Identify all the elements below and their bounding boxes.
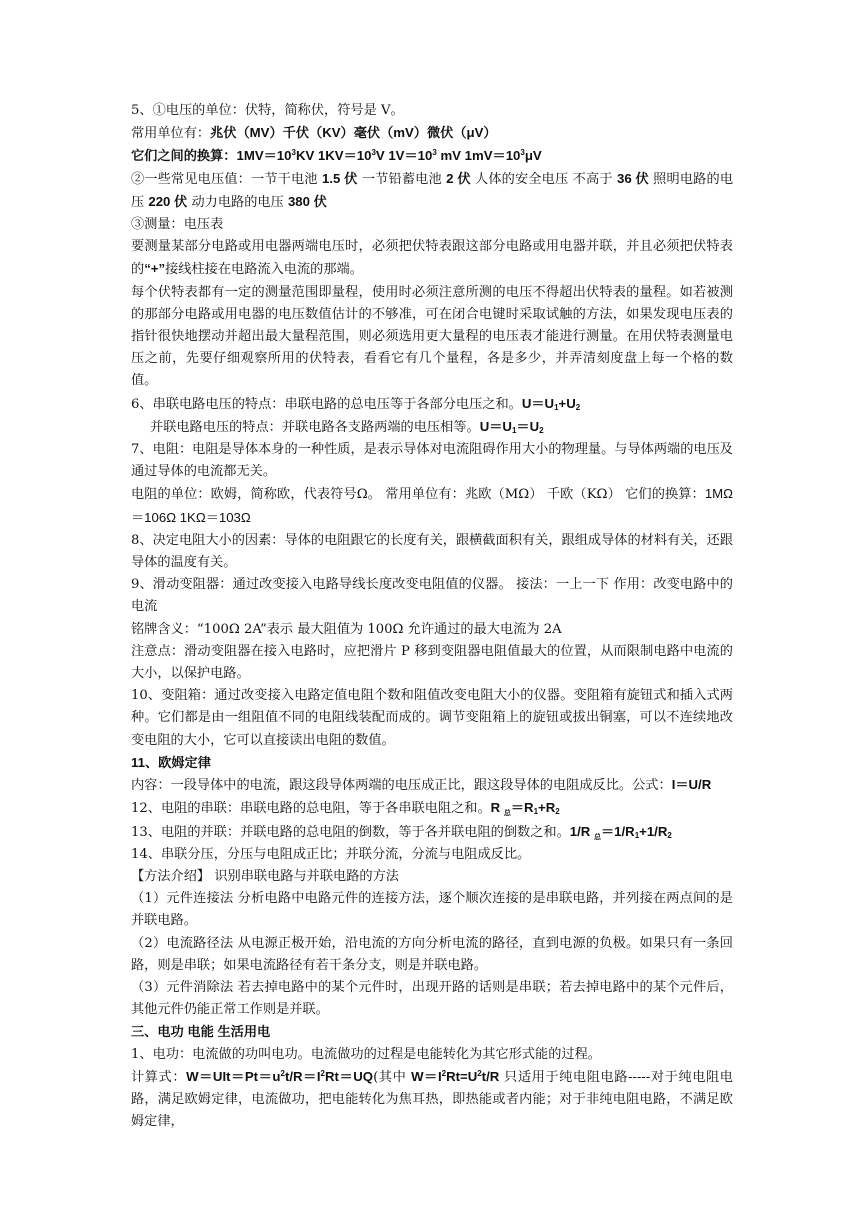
paragraph-method-1	[131, 888, 733, 932]
text: (其中	[373, 1069, 412, 1085]
paragraph-method-2	[131, 933, 733, 977]
text: 注意点：滑动变阻器在接入电路时，应把滑片 P 移到变阻器电阻值最大的位置，从而限制电路中电流的大小，以保护电路。	[131, 643, 733, 682]
bold-text: 380 伏	[287, 193, 327, 209]
bold-text: 2 伏	[446, 170, 471, 186]
formula: W＝UIt＝Pt＝u	[186, 1068, 281, 1084]
paragraph-series-resistance	[131, 797, 733, 820]
text: 每个伏特表都有一定的测量范围即量程，使用时必须注意所测的电压不得超出伏特表的量程。如若被测的那部分电路或用电器的电压数值估计的不够准，可在闭合电键时采取试触的方法，如果发现电压表的指针很快地摆动并超出最大量程范围，则必须选用更大量程的电压表才能进行测量。在用伏特表测量电压之前，先要仔细观察所用的伏特表，看看它有几个量程，各是多少，并弄清刻度盘上每一个格的数值。	[131, 284, 733, 389]
text: mV 1mV＝10	[436, 148, 521, 164]
superscript: 3	[520, 148, 525, 158]
text: 计算式：	[131, 1069, 187, 1085]
paragraph-resistance-def	[131, 439, 733, 483]
superscript: 2	[441, 1068, 447, 1078]
superscript: 3	[291, 148, 296, 158]
text: 5、①电压的单位：伏特，简称伏，符号是 V。	[131, 103, 404, 118]
text: （1）元件连接法 分析电路中电路元件的连接方法，逐个顺次连接的是串联电路，并列接在两点间的是并联电路。	[131, 891, 733, 929]
text: 它们之间的换算：	[131, 148, 237, 164]
formula: W＝I	[411, 1068, 442, 1084]
superscript: 3	[432, 148, 437, 158]
text: 铭牌含义：“100Ω 2A”表示 最大阻值为 100Ω 允许通过的最大电流为 2A	[131, 621, 562, 637]
formula: Rt=U	[446, 1068, 478, 1084]
superscript: 2	[280, 1068, 285, 1078]
formula: Rt＝UQ	[325, 1068, 374, 1084]
formula: R	[490, 800, 504, 816]
subscript: 2	[539, 425, 544, 435]
subscript: 1	[533, 807, 539, 817]
heading-electric-work	[131, 1021, 733, 1043]
paragraph-electric-work	[131, 1044, 733, 1066]
text: 三、电功 电能 生活用电	[131, 1024, 271, 1040]
subscript: 2	[667, 830, 672, 840]
bold-text: 兆伏（MV）千伏（KV）毫伏（mV）微伏（μV）	[210, 125, 497, 141]
heading-ohms-law	[131, 752, 733, 774]
text: 电阻的单位：欧姆，简称欧，代表符号Ω。 常用单位有：兆欧（MΩ） 千欧（KΩ） 它们的换算：	[131, 487, 705, 503]
superscript: 2	[320, 1068, 325, 1078]
text: μV	[524, 148, 542, 164]
paragraph-method-3	[131, 977, 733, 1021]
paragraph-common-voltages	[131, 168, 733, 214]
heading-method	[131, 866, 733, 888]
text: 14、串联分压，分压与电阻成正比；并联分流，分流与电阻成反比。	[131, 846, 531, 862]
subscript: 1	[634, 830, 640, 840]
paragraph-ohms-law	[131, 774, 733, 797]
text: 人体的安全电压 不高于	[475, 171, 613, 187]
text: V 1V＝10	[375, 148, 433, 164]
paragraph-series-voltage	[131, 393, 733, 416]
formula: +R	[538, 800, 556, 816]
bold-text: I＝U/R	[671, 777, 712, 793]
text: 8、决定电阻大小的因素：导体的电阻跟它的长度有关，跟横截面积有关，跟组成导体的材料有关，还跟导体的温度有关。	[131, 532, 733, 571]
bold-text: 1.5 伏	[322, 170, 358, 186]
text: 6、串联电路电压的特点：串联电路的总电压等于各部分电压之和。	[131, 396, 522, 412]
text: 内容：一段导体中的电流，跟这段导体两端的电压成正比，跟这段导体的电阻成反比。公式：	[131, 778, 672, 794]
paragraph-resistance-unit	[131, 483, 733, 529]
text: 1MΩ＝106Ω 1KΩ＝103Ω	[131, 486, 733, 525]
paragraph-measure-1	[131, 236, 733, 281]
paragraph-measure-title	[131, 214, 733, 236]
subscript: 1	[511, 425, 517, 435]
paragraph-resistance-box	[131, 685, 733, 752]
text: 照明电路的电压	[131, 171, 734, 210]
formula: +1/R	[639, 823, 668, 839]
subscript: 1	[554, 402, 559, 412]
paragraph-nameplate	[131, 619, 733, 641]
formula: 1/R	[569, 823, 594, 839]
formula: ＝R	[510, 800, 534, 816]
paragraph-parallel-voltage	[131, 416, 733, 439]
text: 9、滑动变阻器：通过改变接入电路导线长度改变电阻值的仪器。 接法：一上一下 作用：改变电路中的电流	[131, 577, 733, 615]
superscript: 3	[371, 148, 376, 158]
paragraph-voltage-unit	[131, 100, 733, 122]
text: （3）元件消除法 若去掉电路中的某个元件时，出现开路的话则是串联；若去掉电路中的某个元件后，其他元件仍能正常工作则是并联。	[131, 979, 733, 1018]
paragraph-conversion	[131, 145, 733, 167]
paragraph-calc-formula	[131, 1066, 733, 1134]
text: 【方法介绍】 识别串联电路与并联电路的方法	[131, 868, 399, 884]
paragraph-rheostat-note	[131, 641, 733, 685]
text: ②一些常见电压值：一节干电池	[131, 171, 318, 187]
formula: t/R	[481, 1068, 500, 1084]
bold-text: 220 伏	[148, 193, 188, 209]
formula: ＝U	[516, 418, 540, 434]
subscript: 总	[593, 833, 601, 841]
paragraph-measure-2	[131, 282, 733, 393]
text: 一节铅蓄电池	[361, 171, 442, 187]
text: 接线柱接在电路流入电流的那端。	[165, 262, 363, 278]
formula: +U	[558, 395, 576, 411]
text: ③测量：电压表	[131, 217, 224, 233]
text: （2）电流路径法 从电源正极开始，沿电流的方向分析电流的路径，直到电源的负极。如果只有一条回路，则是串联；如果电流路径有若干条分支，则是并联电路。	[131, 935, 733, 973]
text: 动力电路的电压	[191, 194, 284, 210]
formula: U＝U	[521, 395, 555, 411]
text: 12、电阻的串联：串联电路的总电阻，等于各串联电阻之和。	[131, 801, 491, 817]
subscript: 总	[503, 810, 511, 818]
formula: t/R＝I	[284, 1068, 321, 1084]
text: KV 1KV＝10	[295, 148, 372, 164]
text: 常用单位有：	[131, 126, 211, 142]
formula: U＝U	[479, 418, 512, 434]
paragraph-common-units	[131, 122, 733, 145]
formula: ＝1/R	[600, 823, 635, 839]
superscript: 2	[477, 1068, 482, 1078]
text: 并联电路电压的特点：并联电路各支路两端的电压相等。	[150, 419, 480, 435]
paragraph-resistance-factors	[131, 530, 733, 574]
paragraph-divider	[131, 844, 733, 866]
text: 13、电阻的并联：并联电路的总电阻的倒数，等于各并联电阻的倒数之和。	[131, 824, 570, 840]
text: 要测量某部分电路或用电器两端电压时，必须把伏特表跟这部分电路或用电器并联，并且必须把伏特表的	[131, 239, 733, 278]
subscript: 2	[575, 402, 581, 412]
document-body	[131, 100, 733, 1133]
text: 1、电功：电流做的功叫电功。电流做功的过程是电能转化为其它形式能的过程。	[131, 1046, 601, 1062]
paragraph-rheostat	[131, 574, 733, 618]
text: 10、变阻箱：通过改变接入电路定值电阻个数和阻值改变电阻大小的仪器。变阻箱有旋钮式和插入式两种。它们都是由一组阻值不同的电阻线装配而成的。调节变阻箱上的旋钮或拔出铜塞，可以不连续地改变电阻的大小，它可以直接读出电阻的数值。	[131, 688, 733, 748]
bold-text: 36 伏	[617, 170, 649, 186]
text: 1MV＝10	[236, 148, 292, 164]
text: 7、电阻：电阻是导体本身的一种性质，是表示导体对电流阻碍作用大小的物理量。与导体两端的电压及通过导体的电流都无关。	[131, 442, 733, 480]
bold-text: “+”	[144, 261, 166, 277]
paragraph-parallel-resistance	[131, 821, 733, 844]
text: 只适用于纯电阻电路-----对于纯电阻电路，满足欧姆定律，电流做功，把电能转化为焦耳热，即热能或者内能；对于非纯电阻电路，不满足欧姆定律，	[131, 1069, 733, 1130]
text: 11、欧姆定律	[131, 754, 211, 770]
subscript: 2	[555, 807, 560, 817]
